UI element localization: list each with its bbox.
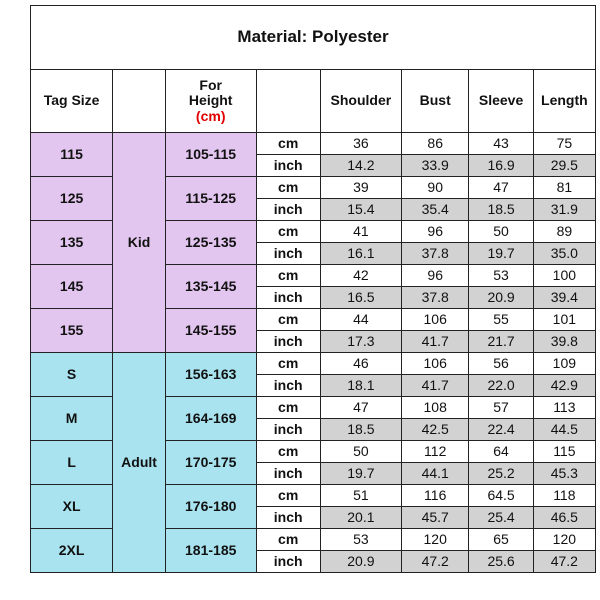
height-cell: 170-175 — [165, 441, 256, 485]
measure-inch-cell: 31.9 — [533, 199, 595, 221]
measure-inch-cell: 39.4 — [533, 287, 595, 309]
unit-inch-cell: inch — [256, 331, 320, 353]
measure-inch-cell: 14.2 — [320, 155, 401, 177]
tag-size-cell: 125 — [31, 177, 113, 221]
measure-cm-cell: 116 — [401, 485, 468, 507]
measure-inch-cell: 25.6 — [469, 551, 533, 573]
measure-cm-cell: 120 — [401, 529, 468, 551]
measure-inch-cell: 39.8 — [533, 331, 595, 353]
unit-inch-cell: inch — [256, 375, 320, 397]
measure-cm-cell: 115 — [533, 441, 595, 463]
unit-cm-cell: cm — [256, 485, 320, 507]
tag-size-cell: L — [31, 441, 113, 485]
unit-cm-cell: cm — [256, 441, 320, 463]
unit-inch-cell: inch — [256, 463, 320, 485]
tag-size-cell: 115 — [31, 133, 113, 177]
tag-size-cell: 145 — [31, 265, 113, 309]
unit-inch-cell: inch — [256, 419, 320, 441]
measure-cm-cell: 41 — [320, 221, 401, 243]
unit-inch-cell: inch — [256, 287, 320, 309]
measure-cm-cell: 96 — [401, 265, 468, 287]
measure-inch-cell: 41.7 — [401, 375, 468, 397]
measure-cm-cell: 46 — [320, 353, 401, 375]
height-cell: 164-169 — [165, 397, 256, 441]
measure-inch-cell: 16.9 — [469, 155, 533, 177]
measure-inch-cell: 42.5 — [401, 419, 468, 441]
measure-cm-cell: 64 — [469, 441, 533, 463]
height-cell: 105-115 — [165, 133, 256, 177]
measure-cm-cell: 55 — [469, 309, 533, 331]
measure-inch-cell: 19.7 — [469, 243, 533, 265]
table-title: Material: Polyester — [31, 6, 596, 70]
measure-inch-cell: 17.3 — [320, 331, 401, 353]
unit-cm-cell: cm — [256, 309, 320, 331]
size-table — [30, 5, 596, 573]
unit-cm-cell: cm — [256, 221, 320, 243]
measure-inch-cell: 47.2 — [533, 551, 595, 573]
measure-cm-cell: 50 — [320, 441, 401, 463]
height-cell: 181-185 — [165, 529, 256, 573]
measure-cm-cell: 47 — [320, 397, 401, 419]
height-cell: 115-125 — [165, 177, 256, 221]
measure-cm-cell: 113 — [533, 397, 595, 419]
measure-inch-cell: 35.0 — [533, 243, 595, 265]
measure-inch-cell: 29.5 — [533, 155, 595, 177]
measure-inch-cell: 44.5 — [533, 419, 595, 441]
height-cell: 145-155 — [165, 309, 256, 353]
measure-inch-cell: 22.4 — [469, 419, 533, 441]
unit-inch-cell: inch — [256, 155, 320, 177]
tag-size-cell: 155 — [31, 309, 113, 353]
measure-cm-cell: 86 — [401, 133, 468, 155]
measure-inch-cell: 33.9 — [401, 155, 468, 177]
measure-cm-cell: 106 — [401, 309, 468, 331]
header-for-height-line2: Height — [188, 92, 233, 109]
measure-cm-cell: 120 — [533, 529, 595, 551]
measure-inch-cell: 20.9 — [469, 287, 533, 309]
measure-cm-cell: 101 — [533, 309, 595, 331]
measure-inch-cell: 25.4 — [469, 507, 533, 529]
measure-cm-cell: 96 — [401, 221, 468, 243]
measure-cm-cell: 57 — [469, 397, 533, 419]
measure-inch-cell: 41.7 — [401, 331, 468, 353]
measure-inch-cell: 18.1 — [320, 375, 401, 397]
height-cell: 176-180 — [165, 485, 256, 529]
measure-cm-cell: 81 — [533, 177, 595, 199]
measure-inch-cell: 42.9 — [533, 375, 595, 397]
measure-inch-cell: 25.2 — [469, 463, 533, 485]
measure-cm-cell: 65 — [469, 529, 533, 551]
measure-cm-cell: 100 — [533, 265, 595, 287]
unit-cm-cell: cm — [256, 133, 320, 155]
size-chart — [30, 5, 595, 597]
measure-inch-cell: 21.7 — [469, 331, 533, 353]
measure-inch-cell: 16.5 — [320, 287, 401, 309]
measure-cm-cell: 44 — [320, 309, 401, 331]
measure-inch-cell: 45.7 — [401, 507, 468, 529]
measure-cm-cell: 106 — [401, 353, 468, 375]
measure-inch-cell: 15.4 — [320, 199, 401, 221]
header-shoulder: Shoulder — [320, 70, 401, 133]
tag-size-cell: XL — [31, 485, 113, 529]
header-for-height-line1: For — [199, 76, 222, 93]
header-tag-size: Tag Size — [31, 70, 113, 133]
measure-cm-cell: 53 — [320, 529, 401, 551]
measure-inch-cell: 16.1 — [320, 243, 401, 265]
measure-cm-cell: 75 — [533, 133, 595, 155]
measure-inch-cell: 18.5 — [320, 419, 401, 441]
tag-size-cell: M — [31, 397, 113, 441]
measure-cm-cell: 109 — [533, 353, 595, 375]
height-cell: 125-135 — [165, 221, 256, 265]
measure-inch-cell: 37.8 — [401, 287, 468, 309]
header-for-height — [165, 70, 256, 133]
measure-cm-cell: 39 — [320, 177, 401, 199]
measure-cm-cell: 56 — [469, 353, 533, 375]
measure-inch-cell: 18.5 — [469, 199, 533, 221]
measure-inch-cell: 20.9 — [320, 551, 401, 573]
measure-cm-cell: 42 — [320, 265, 401, 287]
measure-inch-cell: 19.7 — [320, 463, 401, 485]
unit-cm-cell: cm — [256, 529, 320, 551]
tag-size-cell: 2XL — [31, 529, 113, 573]
tag-size-cell: S — [31, 353, 113, 397]
measure-inch-cell: 47.2 — [401, 551, 468, 573]
tag-size-cell: 135 — [31, 221, 113, 265]
measure-cm-cell: 53 — [469, 265, 533, 287]
header-bust: Bust — [401, 70, 468, 133]
measure-inch-cell: 45.3 — [533, 463, 595, 485]
measure-inch-cell: 35.4 — [401, 199, 468, 221]
measure-cm-cell: 64.5 — [469, 485, 533, 507]
unit-inch-cell: inch — [256, 551, 320, 573]
measure-inch-cell: 20.1 — [320, 507, 401, 529]
unit-inch-cell: inch — [256, 243, 320, 265]
header-length: Length — [533, 70, 595, 133]
header-unit — [256, 70, 320, 133]
header-row — [31, 70, 596, 133]
measure-cm-cell: 51 — [320, 485, 401, 507]
measure-cm-cell: 47 — [469, 177, 533, 199]
measure-cm-cell: 108 — [401, 397, 468, 419]
measure-cm-cell: 50 — [469, 221, 533, 243]
unit-cm-cell: cm — [256, 177, 320, 199]
measure-cm-cell: 36 — [320, 133, 401, 155]
measure-inch-cell: 46.5 — [533, 507, 595, 529]
measure-inch-cell: 44.1 — [401, 463, 468, 485]
unit-cm-cell: cm — [256, 265, 320, 287]
header-sleeve: Sleeve — [469, 70, 533, 133]
table-row — [31, 133, 596, 155]
measure-cm-cell: 89 — [533, 221, 595, 243]
height-cell: 135-145 — [165, 265, 256, 309]
header-for-height-unit: (cm) — [195, 107, 226, 124]
height-cell: 156-163 — [165, 353, 256, 397]
measure-cm-cell: 112 — [401, 441, 468, 463]
group-adult-cell: Adult — [113, 353, 166, 573]
unit-cm-cell: cm — [256, 397, 320, 419]
table-row — [31, 353, 596, 375]
unit-cm-cell: cm — [256, 353, 320, 375]
unit-inch-cell: inch — [256, 507, 320, 529]
measure-cm-cell: 43 — [469, 133, 533, 155]
group-kid-cell: Kid — [113, 133, 166, 353]
measure-cm-cell: 90 — [401, 177, 468, 199]
measure-cm-cell: 118 — [533, 485, 595, 507]
measure-inch-cell: 22.0 — [469, 375, 533, 397]
unit-inch-cell: inch — [256, 199, 320, 221]
measure-inch-cell: 37.8 — [401, 243, 468, 265]
header-group — [113, 70, 166, 133]
